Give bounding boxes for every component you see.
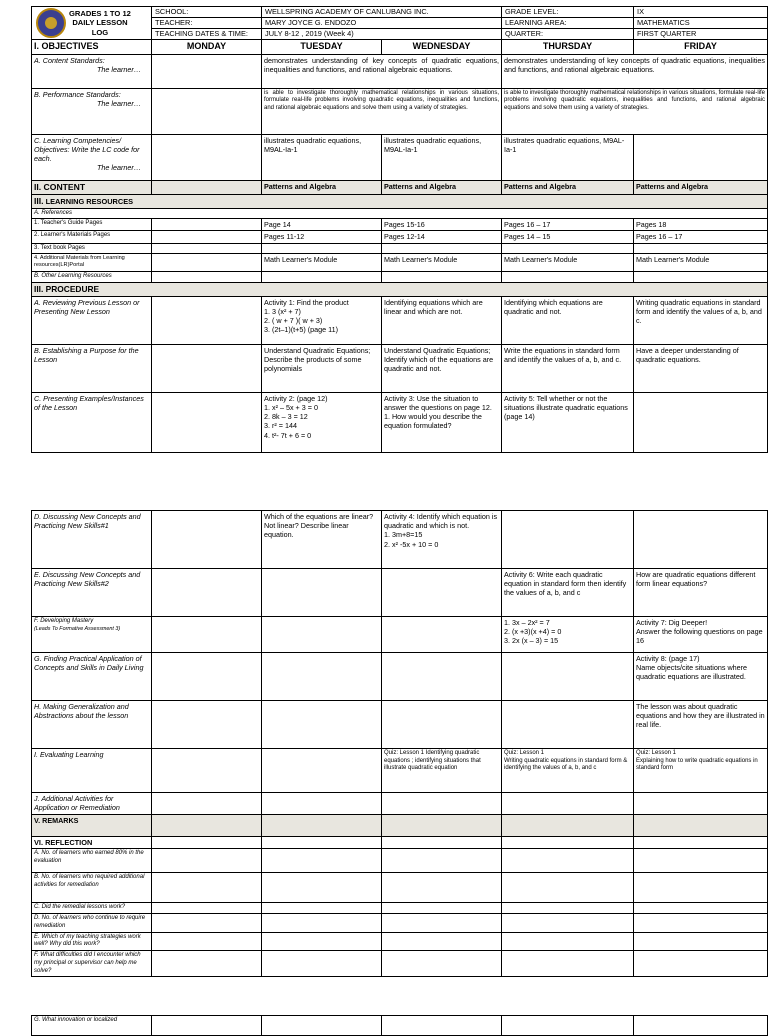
proc-b-wed: Understand Quadratic Equations; Identify which of the equations are quadratic and not. xyxy=(382,344,502,392)
reflection-e: E. Which of my teaching strategies work well? Why did this work? xyxy=(32,932,152,950)
proc-f-thu: 1. 3x – 2x² = 7 2. (x +3)(x +4) = 0 3. 2x (x – 3) = 15 xyxy=(502,617,634,653)
proc-b-fri: Have a deeper understanding of quadratic equations. xyxy=(634,344,768,392)
tg-pages-label: 1. Teacher's Guide Pages xyxy=(32,219,152,231)
proc-e-thu: Activity 6: Write each quadratic equation in standard form then identify the values of a, b, and c xyxy=(502,569,634,617)
textbook-pages-label: 3. Text book Pages xyxy=(32,243,152,254)
area-value: MATHEMATICS xyxy=(634,18,768,29)
proc-a-fri: Writing quadratic equations in standard form and identify the values of a, b, and c. xyxy=(634,296,768,344)
deped-seal-icon xyxy=(36,8,66,38)
tg-pages-tue: Page 14 xyxy=(262,219,382,231)
proc-i-fri: Quiz: Lesson 1 Explaining how to write quadratic equations in standard form xyxy=(634,749,768,793)
proc-c-thu: Activity 5: Tell whether or not the situations illustrate quadratic equations (page 14) xyxy=(502,392,634,452)
proc-f-label: F. Developing Mastery (Leads To Formative Assessment 3) xyxy=(32,617,152,653)
proc-i-wed: Quiz: Lesson 1 Identifying quadratic equations ; identifying situations that illustrate quadratic equation xyxy=(382,749,502,793)
reflection-b: B. No. of learners who required additional activities for remediation xyxy=(32,873,152,903)
reflection-g: G. What innovation or localized xyxy=(32,1016,152,1036)
lm-pages-thu: Pages 14 – 15 xyxy=(502,231,634,243)
content-heading: II. CONTENT xyxy=(32,180,152,194)
dll-table-page2 xyxy=(31,510,768,977)
reflection-f: F. What difficulties did I encounter which my principal or supervisor can help me solve? xyxy=(32,951,152,977)
teacher-label: TEACHER: xyxy=(152,18,262,29)
references-label: A. References xyxy=(32,208,768,219)
tg-pages-fri: Pages 18 xyxy=(634,219,768,231)
other-resources-label: B. Other Learning Resources xyxy=(32,272,152,283)
school-value: WELLSPRING ACADEMY OF CANLUBANG INC. xyxy=(262,7,502,18)
day-monday: MONDAY xyxy=(152,40,262,55)
quarter-value: FIRST QUARTER xyxy=(634,29,768,40)
day-wednesday: WEDNESDAY xyxy=(382,40,502,55)
competencies-tue: illustrates quadratic equations, M9AL-Ia-1 xyxy=(262,134,382,180)
dll-table-page1 xyxy=(31,6,768,453)
performance-standards-tue: is able to investigate thoroughly mathematical relationships in various situations, formulate real-life problems involving quadratic equations, inequalities and functions, and rational algebraic equations and solve them using a variety of strategies. xyxy=(262,88,502,134)
proc-a-tue: Activity 1: Find the product 1. 3 (x² + 7) 2. ( w + 7 )( w + 3) 3. (2t–1)(t+5) (page 11) xyxy=(262,296,382,344)
form-title: GRADES 1 TO 12 DAILY LESSON LOG xyxy=(69,9,131,37)
reflection-heading: VI. REFLECTION xyxy=(32,837,152,849)
proc-c-wed: Activity 3: Use the situation to answer the questions on page 12. 1. How would you describe the equation formulated? xyxy=(382,392,502,452)
dll-table-page3 xyxy=(31,1015,768,1036)
content-wed: Patterns and Algebra xyxy=(382,180,502,194)
proc-i-label: I. Evaluating Learning xyxy=(32,749,152,793)
reflection-d: D. No. of learners who continue to require remediation xyxy=(32,914,152,932)
content-standards-thu: demonstrates understanding of key concepts of quadratic equations, inequalities and functions, and rational algebraic equations. xyxy=(502,54,768,88)
content-fri: Patterns and Algebra xyxy=(634,180,768,194)
additional-fri: Math Learner's Module xyxy=(634,254,768,272)
proc-b-thu: Write the equations in standard form and identify the values of a, b, and c. xyxy=(502,344,634,392)
content-tue: Patterns and Algebra xyxy=(262,180,382,194)
school-label: SCHOOL: xyxy=(152,7,262,18)
competencies-label: C. Learning Competencies/ Objectives: Write the LC code for each. The learner… xyxy=(32,134,152,180)
proc-d-tue: Which of the equations are linear? Not linear? Describe linear equation. xyxy=(262,511,382,569)
proc-a-label: A. Reviewing Previous Lesson or Presenting New Lesson xyxy=(32,296,152,344)
remarks-heading: V. REMARKS xyxy=(32,815,152,837)
additional-tue: Math Learner's Module xyxy=(262,254,382,272)
tg-pages-thu: Pages 16 – 17 xyxy=(502,219,634,231)
additional-thu: Math Learner's Module xyxy=(502,254,634,272)
day-tuesday: TUESDAY xyxy=(262,40,382,55)
dates-value: JULY 8-12 , 2019 (Week 4) xyxy=(262,29,502,40)
reflection-c: C. Did the remedial lessons work? xyxy=(32,903,152,914)
lm-pages-fri: Pages 16 – 17 xyxy=(634,231,768,243)
content-standards-label: A. Content Standards: The learner… xyxy=(32,54,152,88)
content-standards-tue: demonstrates understanding of key concepts of quadratic equations, inequalities and functions, and rational algebraic equations. xyxy=(262,54,502,88)
teacher-value: MARY JOYCE G. ENDOZO xyxy=(262,18,502,29)
proc-a-wed: Identifying equations which are linear and which are not. xyxy=(382,296,502,344)
proc-b-label: B. Establishing a Purpose for the Lesson xyxy=(32,344,152,392)
dates-label: TEACHING DATES & TIME: xyxy=(152,29,262,40)
day-thursday: THURSDAY xyxy=(502,40,634,55)
procedure-heading: III. PROCEDURE xyxy=(32,282,768,296)
grade-value: IX xyxy=(634,7,768,18)
proc-e-fri: How are quadratic equations different form linear equations? xyxy=(634,569,768,617)
proc-a-thu: Identifying which equations are quadratic and not. xyxy=(502,296,634,344)
competencies-wed: illustrates quadratic equations, M9AL-Ia-1 xyxy=(382,134,502,180)
grade-label: GRADE LEVEL: xyxy=(502,7,634,18)
header-logo-cell xyxy=(32,7,152,40)
lm-pages-tue: Pages 11-12 xyxy=(262,231,382,243)
proc-b-tue: Understand Quadratic Equations; Describe the products of some polynomials xyxy=(262,344,382,392)
proc-c-label: C. Presenting Examples/Instances of the Lesson xyxy=(32,392,152,452)
proc-i-thu: Quiz: Lesson 1 Writing quadratic equations in standard form & identifying the values of a, b, and c xyxy=(502,749,634,793)
objectives-heading: I. OBJECTIVES xyxy=(32,40,152,55)
proc-d-label: D. Discussing New Concepts and Practicing New Skills#1 xyxy=(32,511,152,569)
competencies-thu: illustrates quadratic equations, M9AL-Ia-1 xyxy=(502,134,634,180)
proc-h-fri: The lesson was about quadratic equations and how they are illustrated in real life. xyxy=(634,701,768,749)
performance-standards-label: B. Performance Standards: The learner… xyxy=(32,88,152,134)
resources-heading: III. LEARNING RESOURCES xyxy=(32,194,768,208)
content-thu: Patterns and Algebra xyxy=(502,180,634,194)
proc-g-label: G. Finding Practical Application of Concepts and Skills in Daily Living xyxy=(32,653,152,701)
reflection-a: A. No. of learners who earned 80% in the evaluation xyxy=(32,849,152,873)
proc-d-wed: Activity 4: Identify which equation is quadratic and which is not. 1. 3m+8=15 2. x² -5x + 10 = 0 xyxy=(382,511,502,569)
quarter-label: QUARTER: xyxy=(502,29,634,40)
proc-e-label: E. Discussing New Concepts and Practicing New Skills#2 xyxy=(32,569,152,617)
proc-f-fri: Activity 7: Dig Deeper! Answer the following questions on page 16 xyxy=(634,617,768,653)
additional-materials-label: 4. Additional Materials from Learning resources(LR)Portal xyxy=(32,254,152,272)
tg-pages-wed: Pages 15-16 xyxy=(382,219,502,231)
performance-standards-thu: is able to investigate thoroughly mathematical relationships in various situations, formulate real-life problems involving quadratic equations, inequalities and functions, and rational algebraic equations and solve them using a variety of strategies. xyxy=(502,88,768,134)
lm-pages-label: 2. Learner's Materials Pages xyxy=(32,231,152,243)
additional-wed: Math Learner's Module xyxy=(382,254,502,272)
day-friday: FRIDAY xyxy=(634,40,768,55)
lm-pages-wed: Pages 12-14 xyxy=(382,231,502,243)
area-label: LEARNING AREA: xyxy=(502,18,634,29)
proc-g-fri: Activity 8: (page 17) Name objects/cite situations where quadratic equations are illustrated. xyxy=(634,653,768,701)
proc-j-label: J. Additional Activities for Application or Remediation xyxy=(32,793,152,815)
proc-h-label: H. Making Generalization and Abstractions about the lesson xyxy=(32,701,152,749)
proc-c-tue: Activity 2: (page 12) 1. x² – 5x + 3 = 0 2. 8k – 3 = 12 3. r² = 144 4. t²- 7t + 6 = 0 xyxy=(262,392,382,452)
